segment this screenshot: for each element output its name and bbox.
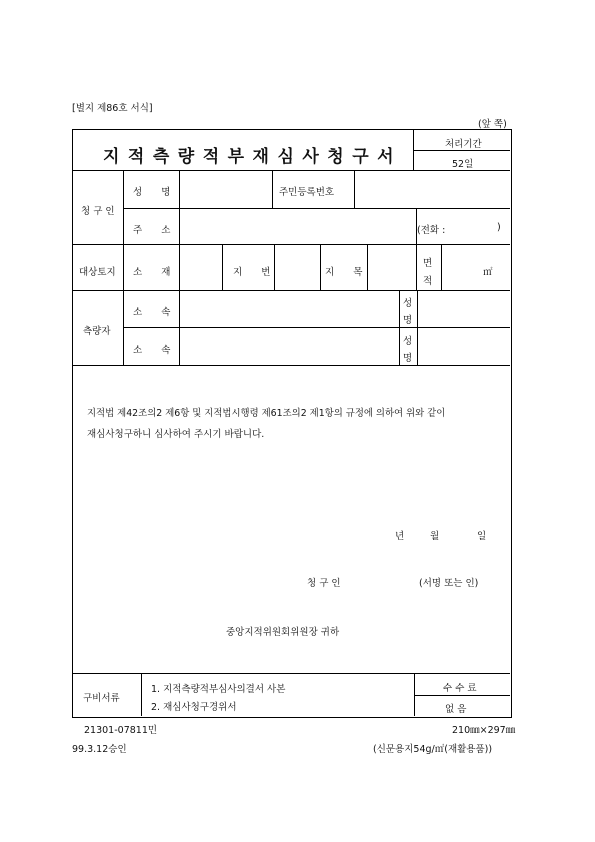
appeal-form [72,129,512,718]
rule-processing-mid [413,150,510,151]
surveyor-name-label-bottom: 명 [403,353,413,364]
rule-documents-divider [141,673,142,716]
claimant-section-label: 청 구 인 [81,206,115,217]
signature-note: (서명 또는 인) [419,578,479,589]
rule-section-label-divider [123,170,124,365]
form-number: [별지 제86호 서식] [72,103,153,114]
fee-label: 수 수 료 [443,683,477,694]
fee-value: 없 음 [445,704,467,715]
documents-label: 구비서류 [83,693,120,704]
rule-field-label-divider [179,170,180,365]
location-label: 소 재 [133,267,179,278]
rule-fee-divider [414,673,415,716]
statement-line-1: 지적법 제42조의2 제6항 및 지적법시행령 제61조의2 제1항의 규정에 의하여 위와 같이 [87,408,446,419]
paper-spec: (신문용지54g/㎡(재활용품)) [373,744,493,755]
rule-location-divider [222,244,223,290]
rule-surveyor-bottom [73,365,510,366]
document-item: 2. 재심사청구경위서 [151,702,237,713]
processing-period-label: 처리기간 [445,139,482,150]
rule-claimant-mid [123,208,510,209]
processing-period-value: 52일 [452,159,474,170]
target-land-section-label: 대상토지 [79,267,116,278]
rule-surveyor-name-label-right [417,290,418,365]
area-unit: ㎡ [483,267,493,278]
surveyor-name-label-bottom: 명 [403,315,413,326]
rule-title-divider [413,130,414,170]
rule-area-label-divider [416,244,417,290]
surveyor-name-label-top: 성 [403,298,413,309]
paper-size: 210㎜×297㎜ [452,725,516,736]
phone-label: (전화 : [417,225,446,236]
resident-number-label: 주민등록번호 [279,187,335,198]
rule-surveyor-mid [123,327,510,328]
phone-close-paren: ) [497,222,501,233]
surveyor-affiliation-label: 소 속 [133,345,179,356]
surveyor-section-label: 측량자 [83,326,111,337]
rule-area-value-divider [441,244,442,290]
document-item: 1. 지적측량적부심사의결서 사본 [151,684,286,695]
rule-name-value-divider [272,170,273,208]
rule-claimant-bottom [73,244,510,245]
signature-claimant-label: 청 구 인 [307,578,341,589]
date-year-label: 년 [395,531,405,542]
rule-land-bottom [73,290,510,291]
addressee: 중앙지적위원회위원장 귀하 [226,627,340,638]
lot-number-label: 지 번 [233,267,279,278]
date-day-label: 일 [477,531,487,542]
rule-surveyor-name-label-left [399,290,400,365]
claimant-name-label: 성 명 [133,187,179,198]
page-side-label: (앞 쪽) [478,119,507,130]
rule-title-bottom [73,170,510,171]
land-category-label: 지 목 [325,267,371,278]
surveyor-name-label-top: 성 [403,336,413,347]
date-month-label: 월 [430,531,440,542]
rule-body-bottom [73,673,510,674]
form-title: 지적측량적부재심사청구서 [103,147,403,167]
rule-lot-value-divider [320,244,321,290]
surveyor-affiliation-label: 소 속 [133,307,179,318]
area-label-bottom: 적 [423,276,433,287]
approval-date: 99.3.12승인 [72,744,127,755]
statement-line-2: 재심사청구하니 심사하여 주시기 바랍니다. [87,429,265,440]
form-code: 21301-07811민 [84,725,158,736]
rule-fee-mid [414,695,510,696]
area-label-top: 면 [423,258,433,269]
claimant-address-label: 주 소 [133,225,179,236]
rule-resident-label-divider [354,170,355,208]
